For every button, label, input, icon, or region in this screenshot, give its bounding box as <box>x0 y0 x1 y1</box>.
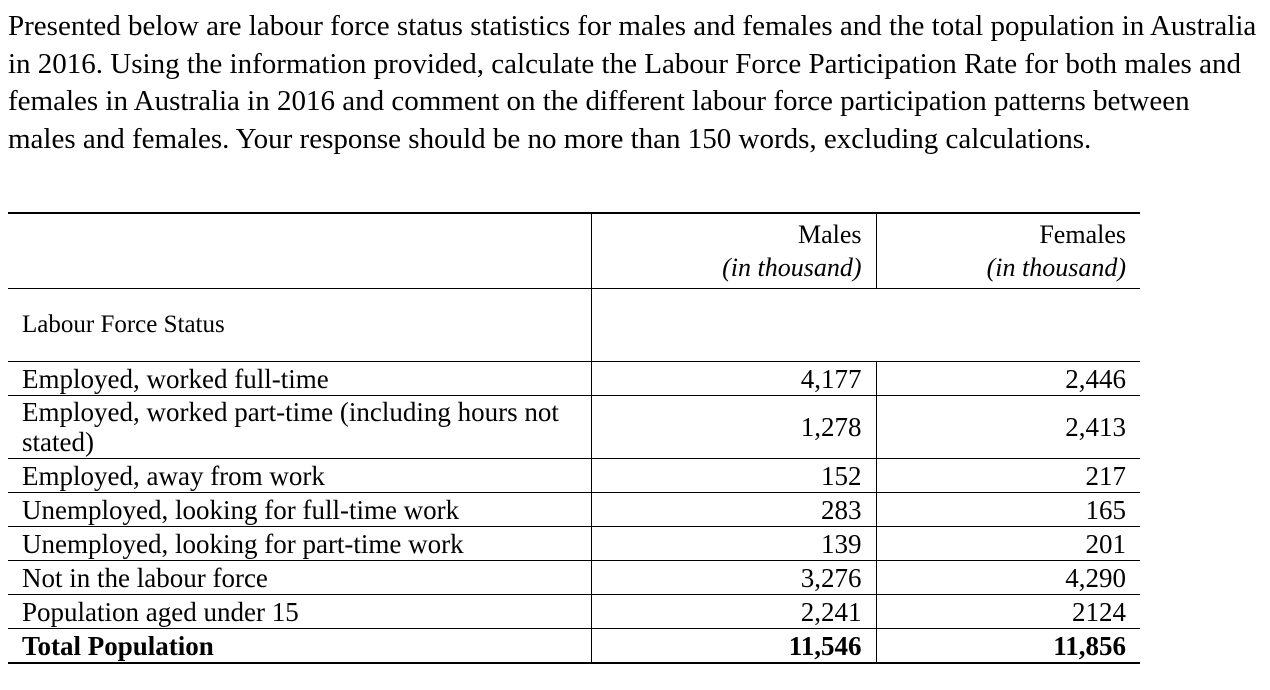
header-empty-cell <box>8 213 591 289</box>
females-value: 217 <box>876 459 1140 493</box>
table-row <box>8 527 1140 561</box>
males-value: 139 <box>591 527 876 561</box>
header-males <box>591 213 876 289</box>
header-males-title: Males <box>797 220 862 249</box>
section-empty-cell <box>876 289 1140 362</box>
males-value: 1,278 <box>591 396 876 459</box>
row-label: Employed, worked full-time <box>8 362 591 396</box>
table-row <box>8 493 1140 527</box>
section-empty-cell <box>591 289 876 362</box>
females-value: 4,290 <box>876 561 1140 595</box>
females-value: 2,446 <box>876 362 1140 396</box>
females-value: 165 <box>876 493 1140 527</box>
males-value: 283 <box>591 493 876 527</box>
row-label: Unemployed, looking for part-time work <box>8 527 591 561</box>
total-males-value: 11,546 <box>591 629 876 664</box>
header-females-unit: (in thousand) <box>986 253 1126 282</box>
table-header-row <box>8 213 1140 289</box>
females-value: 2124 <box>876 595 1140 629</box>
males-value: 2,241 <box>591 595 876 629</box>
females-value: 201 <box>876 527 1140 561</box>
question-text: Presented below are labour force status statistics for males and females and the total population in Australia in 2016. Using the information provided, calculate the Labour Force Participation Rate for both males and females in Australia in 2016 and comment on the different labour force participation patterns between males and females. Your response should be no more than 150 words, excluding calculations. <box>8 10 1257 155</box>
row-label: Population aged under 15 <box>8 595 591 629</box>
header-males-unit: (in thousand) <box>722 253 862 282</box>
females-value: 2,413 <box>876 396 1140 459</box>
section-label: Labour Force Status <box>8 289 591 362</box>
table-row <box>8 595 1140 629</box>
row-label: Employed, away from work <box>8 459 591 493</box>
table-row <box>8 362 1140 396</box>
total-females-value: 11,856 <box>876 629 1140 664</box>
total-label: Total Population <box>8 629 591 664</box>
labour-force-table <box>8 212 1140 664</box>
row-label: Not in the labour force <box>8 561 591 595</box>
row-label: Unemployed, looking for full-time work <box>8 493 591 527</box>
males-value: 152 <box>591 459 876 493</box>
row-label: Employed, worked part-time (including hours not stated) <box>8 396 591 459</box>
males-value: 3,276 <box>591 561 876 595</box>
header-females <box>876 213 1140 289</box>
section-row <box>8 289 1140 362</box>
total-row <box>8 629 1140 664</box>
table-row <box>8 561 1140 595</box>
table-row <box>8 396 1140 459</box>
males-value: 4,177 <box>591 362 876 396</box>
header-females-title: Females <box>1039 220 1126 249</box>
table-row <box>8 459 1140 493</box>
